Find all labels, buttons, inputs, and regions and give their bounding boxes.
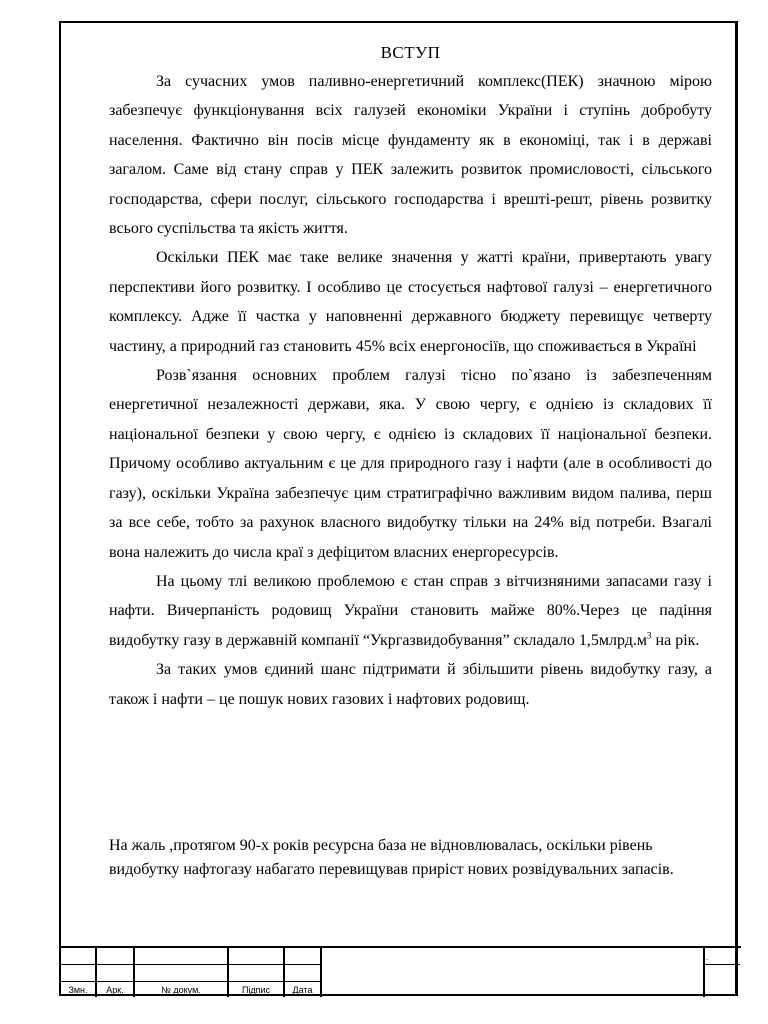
stamp-label-sheet: Арк. xyxy=(106,985,124,995)
paragraph-5: За таких умов єдиний шанс підтримати й збільшити рівень видобутку газу, а також і нафти – це пошук нових газових і нафтових родовищ. xyxy=(109,661,712,708)
page-title: ВСТУП xyxy=(380,43,441,62)
stamp-label-document: № докум. xyxy=(161,985,201,995)
paragraph-4-text: На цьому тлі великою проблемою є стан справ з вітчизняними запасами газу і нафти. Вичерпаність родовищ України становить майже 80%.Через це падіння видобутку газу в державній компанії “Укргазвидобування” складало 1,5млрд.м xyxy=(109,572,712,649)
final-paragraph-block xyxy=(109,834,712,881)
paragraph-4-tail: на рік. xyxy=(651,631,700,649)
stamp-corner-mark: . xyxy=(706,953,709,962)
paragraph-1: За сучасних умов паливно-енергетичний комплекс(ПЕК) значною мірою забезпечує функціонування всіх галузей економіки України і ступінь добробуту населення. Фактично він посів місце фундаменту як в економіці, так і в державі загалом. Саме від стану справ у ПЕК залежить розвиток промисловості, сільського господарства, сфери послуг, сільського господарства і врешті-решт, рівень розвитку всього суспільства та якість життя. xyxy=(109,73,712,238)
stamp-col-line-5 xyxy=(320,946,322,997)
stamp-row-line-1 xyxy=(59,964,321,965)
stamp-top-line xyxy=(59,946,741,948)
stamp-label-signature: Підпис xyxy=(241,985,271,995)
cubic-superscript: 3 xyxy=(647,630,652,641)
paragraph-3: Розв`язання основних проблем галузі тісно по`язано із забезпеченням енергетичної незалежності держави, яка. У свою чергу, є однією із складових її національної безпеки у свою чергу, є однією із складових її національної безпеки. Причому особливо актуальним є це для природного газу і нафти (але в особливості до газу), оскільки Україна забезпечує цим стратиграфічно важливим видом палива, перш за все себе, тобто за рахунок власного видобутку тільки на 24% від потреби. Взагалі вона належить до числа краї з дефіцитом власних енергоресурсів. xyxy=(109,367,712,561)
stamp-sheet-line xyxy=(703,964,740,965)
final-paragraph: На жаль ,протягом 90-х років ресурсна база не відновлювалась, оскільки рівень видобутку нафтогазу набагато перевищував приріст нових розвідувальних запасів. xyxy=(109,837,674,878)
paragraph-2: Оскільки ПЕК має таке велике значення у жатті країни, привертають увагу перспективи його розвитку. І особливо це стосується нафтової галузі – енергетичного комплексу. Адже її частка у наповненні державного бюджету перевищує четверту частину, а природний газ становить 45% всіх енергоносіїв, що споживається в Україні xyxy=(109,249,712,355)
stamp-row-line-2 xyxy=(59,981,321,982)
stamp-label-change: Змн. xyxy=(68,985,88,995)
stamp-col-line-6 xyxy=(703,946,705,997)
paragraph-4 xyxy=(109,567,712,655)
stamp-label-date: Дата xyxy=(292,985,313,995)
body-text xyxy=(109,67,712,714)
